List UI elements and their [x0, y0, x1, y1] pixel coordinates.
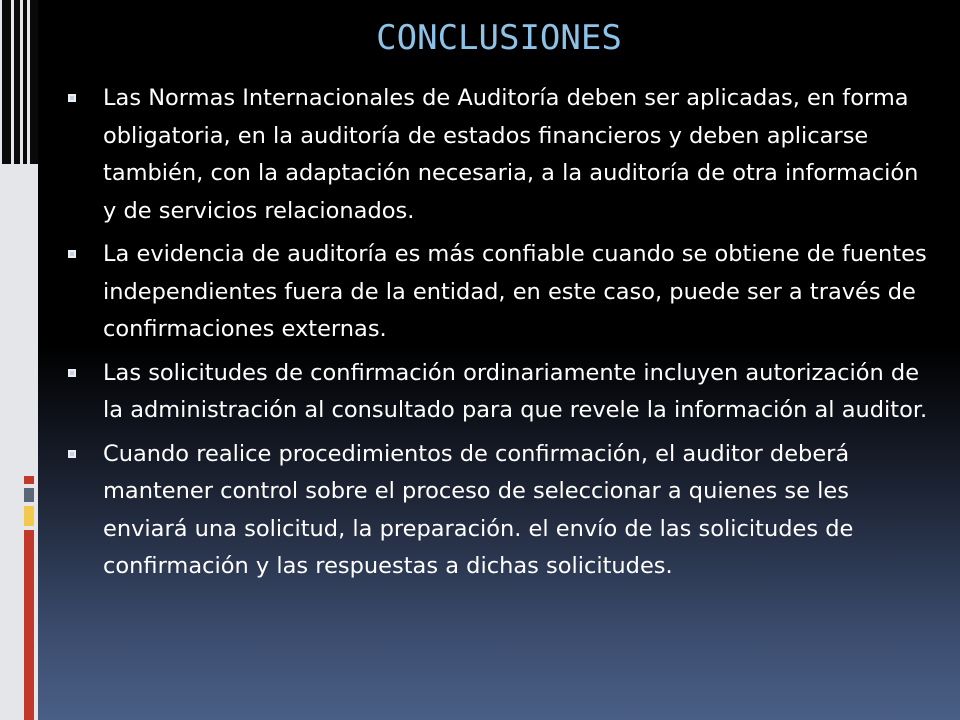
- slide-title: CONCLUSIONES: [376, 18, 622, 58]
- bullet-item: [66, 236, 936, 349]
- decor-red-2: [24, 530, 34, 720]
- decor-bar-top-1: [2, 0, 11, 164]
- bullet-text: Cuando realice procedimientos de confirmación, el auditor deberá mantener control sobre el proceso de seleccionar a quienes se les enviará una solicitud, la preparación. el envío de las solicitudes de confirmación y las respuestas a dichas solicitudes.: [103, 440, 854, 579]
- bullet-text: La evidencia de auditoría es más confiable cuando se obtiene de fuentes independientes fuera de la entidad, en este caso, puede ser a través de confirmaciones externas.: [103, 241, 927, 342]
- decor-red-1: [24, 476, 34, 484]
- square-bullet-icon: [68, 94, 76, 102]
- side-band: [0, 0, 38, 720]
- bullet-list: [66, 80, 936, 592]
- square-bullet-icon: [68, 369, 76, 377]
- bullet-item: [66, 355, 936, 430]
- square-bullet-icon: [68, 450, 76, 458]
- decor-bar-top-3: [23, 0, 27, 164]
- decor-slate: [24, 488, 34, 502]
- bullet-text: Las solicitudes de confirmación ordinariamente incluyen autorización de la administración al consultado para que revele la información al auditor.: [103, 359, 928, 423]
- decor-bar-top-2: [14, 0, 20, 164]
- bullet-item: [66, 80, 936, 230]
- bullet-text: Las Normas Internacionales de Auditoría deben ser aplicadas, en forma obligatoria, en la auditoría de estados financieros y deben aplicarse también, con la adaptación necesaria, a la auditoría de otra información y de servicios relacionados.: [103, 85, 919, 224]
- bullet-item: [66, 436, 936, 586]
- square-bullet-icon: [68, 250, 76, 258]
- decor-gold: [24, 506, 34, 526]
- decor-bar-top-4: [30, 0, 38, 164]
